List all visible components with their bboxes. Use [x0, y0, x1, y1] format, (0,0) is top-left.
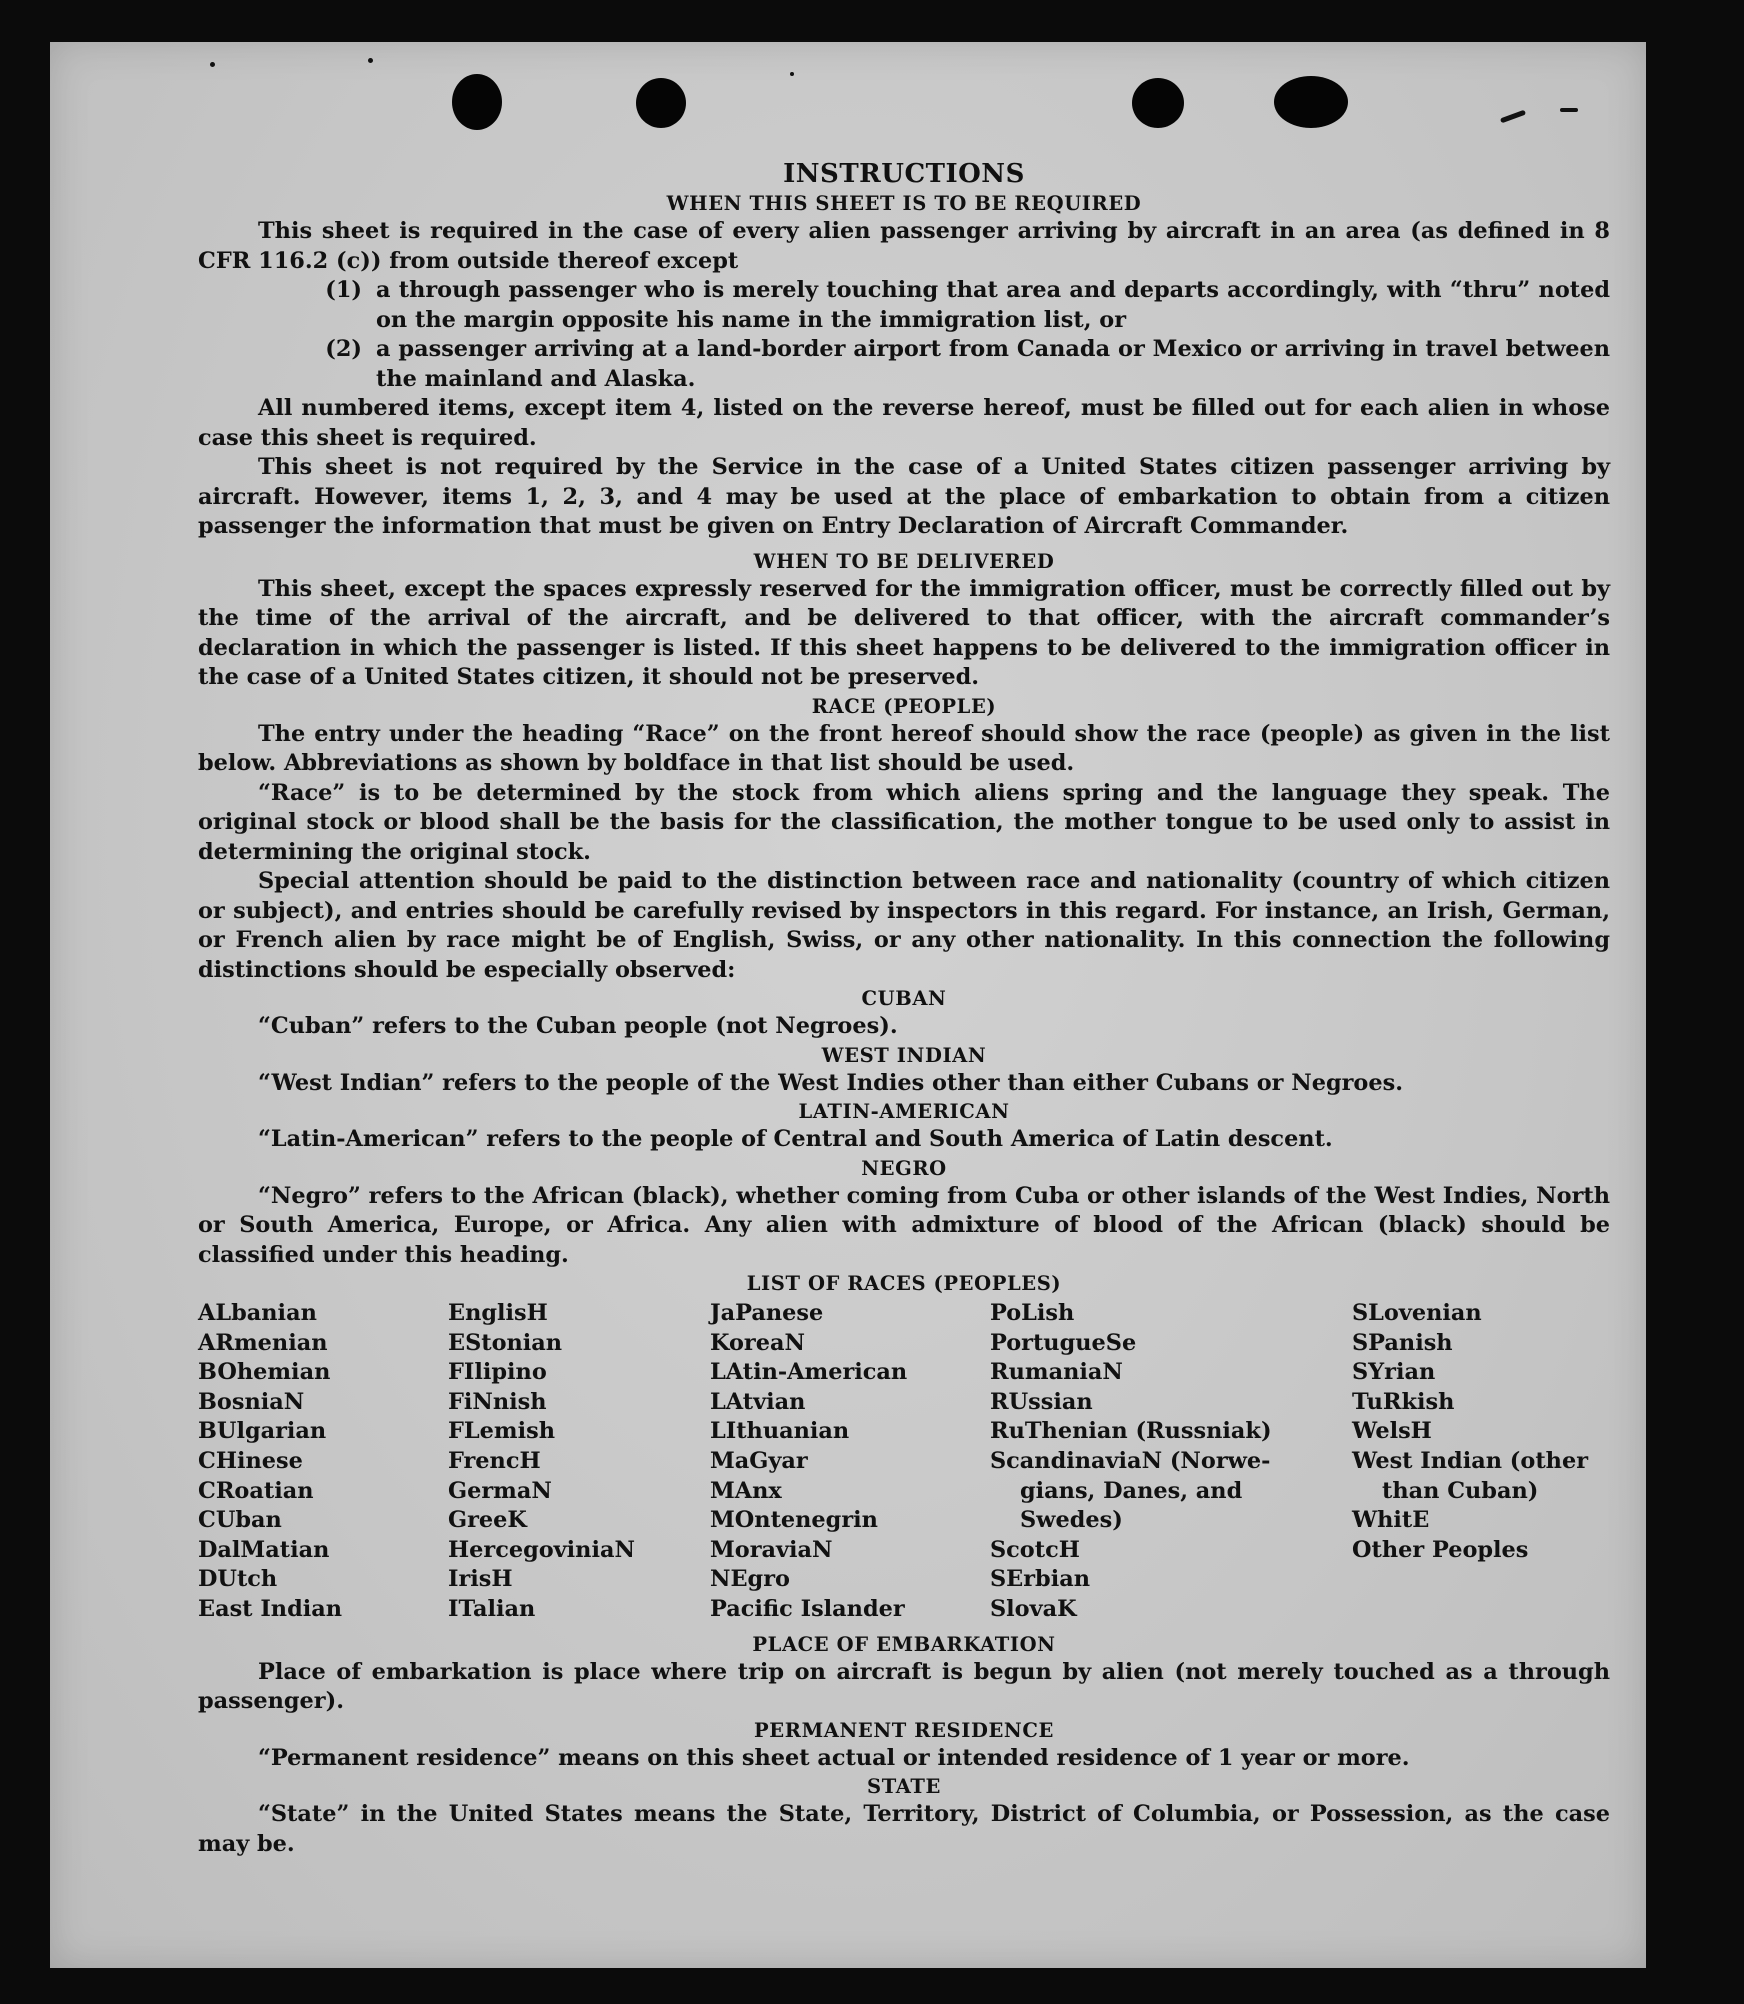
race-entry: SPanish: [1352, 1329, 1453, 1356]
section-heading-delivered: WHEN TO BE DELIVERED: [753, 549, 1055, 573]
ink-speck: [1500, 110, 1526, 124]
race-entry: SErbian: [990, 1566, 1090, 1593]
race-entry: ScotcH: [990, 1536, 1080, 1563]
race-entry: HercegoviniaN: [448, 1536, 635, 1563]
embarkation-text: Place of embarkation is place where trip on aircraft is begun by alien (not merely touched as a through passenger).: [198, 1658, 1610, 1715]
race-entry: BOhemian: [198, 1359, 331, 1386]
exception-item: (2) a passenger arriving at a land-border airport from Canada or Mexico or arriving in travel between the mainland and Alaska.: [325, 336, 1610, 392]
race-entry: RUssian: [990, 1388, 1093, 1415]
race-entry: JaPanese: [710, 1300, 824, 1326]
section-heading-embarkation: PLACE OF EMBARKATION: [752, 1632, 1056, 1656]
race-entry: GermaN: [448, 1477, 552, 1504]
section-heading-races-list: LIST OF RACES (PEOPLES): [746, 1272, 1062, 1295]
section-heading-negro: NEGRO: [861, 1156, 947, 1180]
race-entry: ScandinaviaN (Norwe-: [990, 1447, 1271, 1474]
race-entry: SlovaK: [990, 1595, 1077, 1622]
race-entry: Swedes): [1020, 1507, 1123, 1534]
races-list: [198, 1299, 1610, 1625]
race-entry: LAtvian: [710, 1388, 806, 1415]
races-column: [1352, 1299, 1602, 1625]
race-entry: NEgro: [710, 1566, 790, 1593]
state-text: “State” in the United States means the State, Territory, District of Columbia, or Possession, as the case may be.: [198, 1801, 1610, 1857]
race-entry: TuRkish: [1352, 1388, 1455, 1415]
races-column: [448, 1299, 710, 1625]
race-entry: SLovenian: [1352, 1300, 1482, 1326]
latin-american-text: “Latin-American” refers to the people of Central and South America of Latin descent.: [258, 1126, 1333, 1152]
section-heading-required: WHEN THIS SHEET IS TO BE REQUIRED: [666, 192, 1142, 215]
race-entry: ITalian: [448, 1595, 536, 1622]
west-indian-text: “West Indian” refers to the people of the West Indies other than either Cubans or Negroes.: [258, 1069, 1403, 1096]
race-entry: CRoatian: [198, 1477, 314, 1504]
race-entry: ALbanian: [198, 1300, 317, 1326]
required-intro: This sheet is required in the case of every alien passenger arriving by aircraft in an area (as defined in 8 CFR 116.2 (c)) from outside thereof except: [198, 218, 1610, 274]
punch-hole: [636, 78, 686, 128]
races-column: [990, 1299, 1352, 1625]
race-entry: CHinese: [198, 1447, 303, 1474]
instructions-body: [198, 158, 1610, 1859]
race-entry: FIlipino: [448, 1359, 547, 1386]
races-column: [710, 1299, 990, 1625]
race-entry: West Indian (other: [1352, 1447, 1588, 1474]
punch-hole: [1274, 76, 1348, 128]
section-heading-cuban: CUBAN: [861, 987, 947, 1010]
delivered-text: This sheet, except the spaces expressly reserved for the immigration officer, must be correctly filled out by the time of the arrival of the aircraft, and be delivered to that officer, with the aircraft commander’s declaration in which the passenger is listed. If this sheet happens to be delivered to the immigration officer in the case of a United States citizen, it should not be preserved.: [198, 575, 1610, 690]
citizen-text: This sheet is not required by the Service in the case of a United States citizen passenger arriving by aircraft. However, items 1, 2, 3, and 4 may be used at the place of embarkation to obtain from a citizen passenger the information that must be given on Entry Declaration of Aircraft Commander.: [198, 454, 1610, 539]
race-entry: MOntenegrin: [710, 1507, 878, 1534]
race-entry: PoLish: [990, 1300, 1075, 1326]
race-entry: Other Peoples: [1352, 1536, 1529, 1563]
race-entry: GreeK: [448, 1507, 527, 1534]
section-heading-west-indian: WEST INDIAN: [821, 1043, 987, 1067]
punch-hole: [452, 74, 502, 130]
section-heading-race: RACE (PEOPLE): [811, 694, 997, 718]
race-entry: WhitE: [1352, 1507, 1430, 1534]
punch-hole: [1132, 78, 1184, 128]
race-entry: PortugueSe: [990, 1329, 1137, 1356]
page-title: INSTRUCTIONS: [783, 159, 1025, 189]
numbered-items-text: All numbered items, except item 4, listed on the reverse hereof, must be filled out for each alien in whose case this sheet is required.: [198, 395, 1610, 451]
document-sheet: [50, 42, 1646, 1968]
race-entry: LAtin-American: [710, 1359, 908, 1386]
residence-text: “Permanent residence” means on this sheet actual or intended residence of 1 year or more.: [258, 1744, 1410, 1771]
race-entry: RumaniaN: [990, 1359, 1123, 1386]
race-entry: SYrian: [1352, 1359, 1436, 1386]
race-entry: FrencH: [448, 1447, 541, 1474]
race-entry: East Indian: [198, 1595, 343, 1622]
race-entry: IrisH: [448, 1566, 513, 1593]
race-entry: DUtch: [198, 1566, 278, 1593]
race-entry: FiNnish: [448, 1388, 547, 1415]
ink-speck: [1560, 108, 1578, 112]
race-entry: DalMatian: [198, 1536, 330, 1563]
race-entry: MAnx: [710, 1477, 782, 1504]
race-paragraph: The entry under the heading “Race” on the front hereof should show the race (people) as given in the list below. Abbreviations as shown by boldface in that list should be used.: [198, 720, 1610, 776]
race-entry: FLemish: [448, 1418, 555, 1445]
ink-speck: [368, 58, 373, 63]
race-paragraph: Special attention should be paid to the distinction between race and nationality (country of which citizen or subject), and entries should be carefully revised by inspectors in this regard. For instance, an Irish, German, or French alien by race might be of English, Swiss, or any other nationality. In this connection the following distinctions should be especially observed:: [198, 868, 1610, 983]
race-entry: MoraviaN: [710, 1536, 833, 1563]
race-entry: LIthuanian: [710, 1418, 850, 1445]
exception-item: (1) a through passenger who is merely touching that area and departs accordingly, with “thru” noted on the margin opposite his name in the immigration list, or: [325, 277, 1610, 333]
race-entry: BUlgarian: [198, 1418, 327, 1445]
negro-text: “Negro” refers to the African (black), whether coming from Cuba or other islands of the West Indies, North or South America, Europe, or Africa. Any alien with admixture of blood of the African (black) should be classified under this heading.: [198, 1182, 1610, 1268]
race-entry: EnglisH: [448, 1300, 548, 1326]
race-entry: MaGyar: [710, 1447, 808, 1474]
section-heading-state: STATE: [867, 1775, 941, 1799]
race-entry: EStonian: [448, 1329, 563, 1356]
race-entry: RuThenian (Russniak): [990, 1418, 1272, 1445]
race-entry: than Cuban): [1382, 1477, 1539, 1504]
ink-speck: [210, 62, 215, 67]
race-entry: WelsH: [1352, 1418, 1432, 1445]
race-entry: CUban: [198, 1507, 282, 1534]
ink-speck: [790, 72, 794, 76]
section-heading-latin-american: LATIN-AMERICAN: [798, 1100, 1010, 1123]
race-entry: Pacific Islander: [710, 1595, 905, 1622]
race-paragraph: “Race” is to be determined by the stock from which aliens spring and the language they speak. The original stock or blood shall be the basis for the classification, the mother tongue to be used only to assist in determining the original stock.: [198, 779, 1610, 865]
section-heading-residence: PERMANENT RESIDENCE: [754, 1718, 1054, 1742]
race-entry: ARmenian: [198, 1329, 328, 1356]
race-entry: BosniaN: [198, 1388, 305, 1415]
race-entry: gians, Danes, and: [1020, 1477, 1243, 1504]
cuban-text: “Cuban” refers to the Cuban people (not Negroes).: [258, 1013, 898, 1039]
races-column: [198, 1299, 448, 1625]
race-entry: KoreaN: [710, 1329, 805, 1356]
